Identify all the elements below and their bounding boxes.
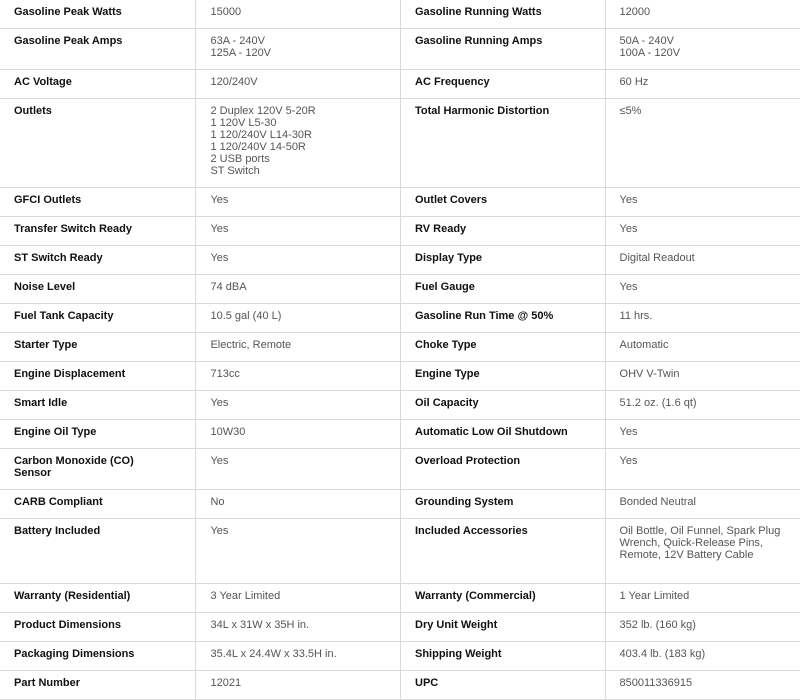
spec-label: Engine Displacement <box>0 362 196 391</box>
spec-value: Yes <box>196 519 401 584</box>
spec-value: Oil Bottle, Oil Funnel, Spark Plug Wrench, Quick-Release Pins, Remote, 12V Battery Cable <box>605 519 800 584</box>
spec-value: Yes <box>196 391 401 420</box>
spec-value: Digital Readout <box>605 246 800 275</box>
spec-label: Fuel Tank Capacity <box>0 304 196 333</box>
spec-label: Shipping Weight <box>401 642 606 671</box>
spec-value: 10W30 <box>196 420 401 449</box>
spec-value: 1 Year Limited <box>605 584 800 613</box>
spec-label: Carbon Monoxide (CO) Sensor <box>0 449 196 490</box>
spec-label: CARB Compliant <box>0 490 196 519</box>
spec-label: AC Frequency <box>401 70 606 99</box>
spec-label: AC Voltage <box>0 70 196 99</box>
spec-row <box>0 519 800 584</box>
spec-label: Engine Type <box>401 362 606 391</box>
spec-row <box>0 275 800 304</box>
spec-value: Yes <box>605 188 800 217</box>
spec-value: 50A - 240V 100A - 120V <box>605 29 800 70</box>
spec-row <box>0 29 800 70</box>
spec-value: Yes <box>605 217 800 246</box>
spec-row <box>0 217 800 246</box>
spec-label: Oil Capacity <box>401 391 606 420</box>
spec-value: 850011336915 <box>605 671 800 700</box>
spec-value: No <box>196 490 401 519</box>
spec-value: 51.2 oz. (1.6 qt) <box>605 391 800 420</box>
spec-row <box>0 0 800 29</box>
spec-label: Fuel Gauge <box>401 275 606 304</box>
spec-value: Yes <box>196 217 401 246</box>
spec-label: Choke Type <box>401 333 606 362</box>
spec-label: RV Ready <box>401 217 606 246</box>
spec-row <box>0 99 800 188</box>
spec-label: Starter Type <box>0 333 196 362</box>
spec-label: ST Switch Ready <box>0 246 196 275</box>
spec-row <box>0 490 800 519</box>
spec-value: Yes <box>605 449 800 490</box>
spec-label: Gasoline Running Watts <box>401 0 606 29</box>
spec-value: 10.5 gal (40 L) <box>196 304 401 333</box>
spec-label: Gasoline Peak Amps <box>0 29 196 70</box>
spec-label: Outlet Covers <box>401 188 606 217</box>
spec-label: Battery Included <box>0 519 196 584</box>
spec-row <box>0 613 800 642</box>
spec-row <box>0 188 800 217</box>
spec-value: 34L x 31W x 35H in. <box>196 613 401 642</box>
spec-row <box>0 671 800 700</box>
spec-value: Yes <box>196 188 401 217</box>
spec-row <box>0 70 800 99</box>
spec-value: Yes <box>196 449 401 490</box>
spec-row <box>0 246 800 275</box>
spec-value: Yes <box>196 246 401 275</box>
spec-label: Gasoline Run Time @ 50% <box>401 304 606 333</box>
spec-row <box>0 449 800 490</box>
spec-label: Packaging Dimensions <box>0 642 196 671</box>
spec-value: 12000 <box>605 0 800 29</box>
spec-row <box>0 304 800 333</box>
spec-label: Display Type <box>401 246 606 275</box>
spec-label: UPC <box>401 671 606 700</box>
spec-label: Gasoline Running Amps <box>401 29 606 70</box>
spec-value: Yes <box>605 275 800 304</box>
spec-row <box>0 391 800 420</box>
spec-label: Overload Protection <box>401 449 606 490</box>
spec-value: 352 lb. (160 kg) <box>605 613 800 642</box>
spec-label: Warranty (Commercial) <box>401 584 606 613</box>
spec-value: Bonded Neutral <box>605 490 800 519</box>
spec-value: 63A - 240V 125A - 120V <box>196 29 401 70</box>
spec-value: 2 Duplex 120V 5-20R 1 120V L5-30 1 120/240V L14-30R 1 120/240V 14-50R 2 USB ports ST Switch <box>196 99 401 188</box>
spec-value: Automatic <box>605 333 800 362</box>
spec-label: Engine Oil Type <box>0 420 196 449</box>
spec-label: Automatic Low Oil Shutdown <box>401 420 606 449</box>
spec-row <box>0 584 800 613</box>
spec-value: 12021 <box>196 671 401 700</box>
spec-row <box>0 420 800 449</box>
spec-value: 3 Year Limited <box>196 584 401 613</box>
spec-value: 11 hrs. <box>605 304 800 333</box>
spec-label: Transfer Switch Ready <box>0 217 196 246</box>
spec-value: ≤5% <box>605 99 800 188</box>
spec-label: Dry Unit Weight <box>401 613 606 642</box>
spec-value: 403.4 lb. (183 kg) <box>605 642 800 671</box>
spec-value: Electric, Remote <box>196 333 401 362</box>
spec-value: 35.4L x 24.4W x 33.5H in. <box>196 642 401 671</box>
spec-value: 713cc <box>196 362 401 391</box>
spec-value: Yes <box>605 420 800 449</box>
spec-label: GFCI Outlets <box>0 188 196 217</box>
spec-label: Included Accessories <box>401 519 606 584</box>
spec-label: Smart Idle <box>0 391 196 420</box>
spec-label: Warranty (Residential) <box>0 584 196 613</box>
spec-label: Grounding System <box>401 490 606 519</box>
spec-label: Total Harmonic Distortion <box>401 99 606 188</box>
spec-value: 74 dBA <box>196 275 401 304</box>
spec-label: Outlets <box>0 99 196 188</box>
spec-label: Part Number <box>0 671 196 700</box>
spec-row <box>0 362 800 391</box>
spec-row <box>0 333 800 362</box>
spec-value: 15000 <box>196 0 401 29</box>
spec-value: 60 Hz <box>605 70 800 99</box>
spec-value: OHV V-Twin <box>605 362 800 391</box>
spec-value: 120/240V <box>196 70 401 99</box>
spec-label: Gasoline Peak Watts <box>0 0 196 29</box>
spec-row <box>0 642 800 671</box>
spec-label: Noise Level <box>0 275 196 304</box>
spec-label: Product Dimensions <box>0 613 196 642</box>
